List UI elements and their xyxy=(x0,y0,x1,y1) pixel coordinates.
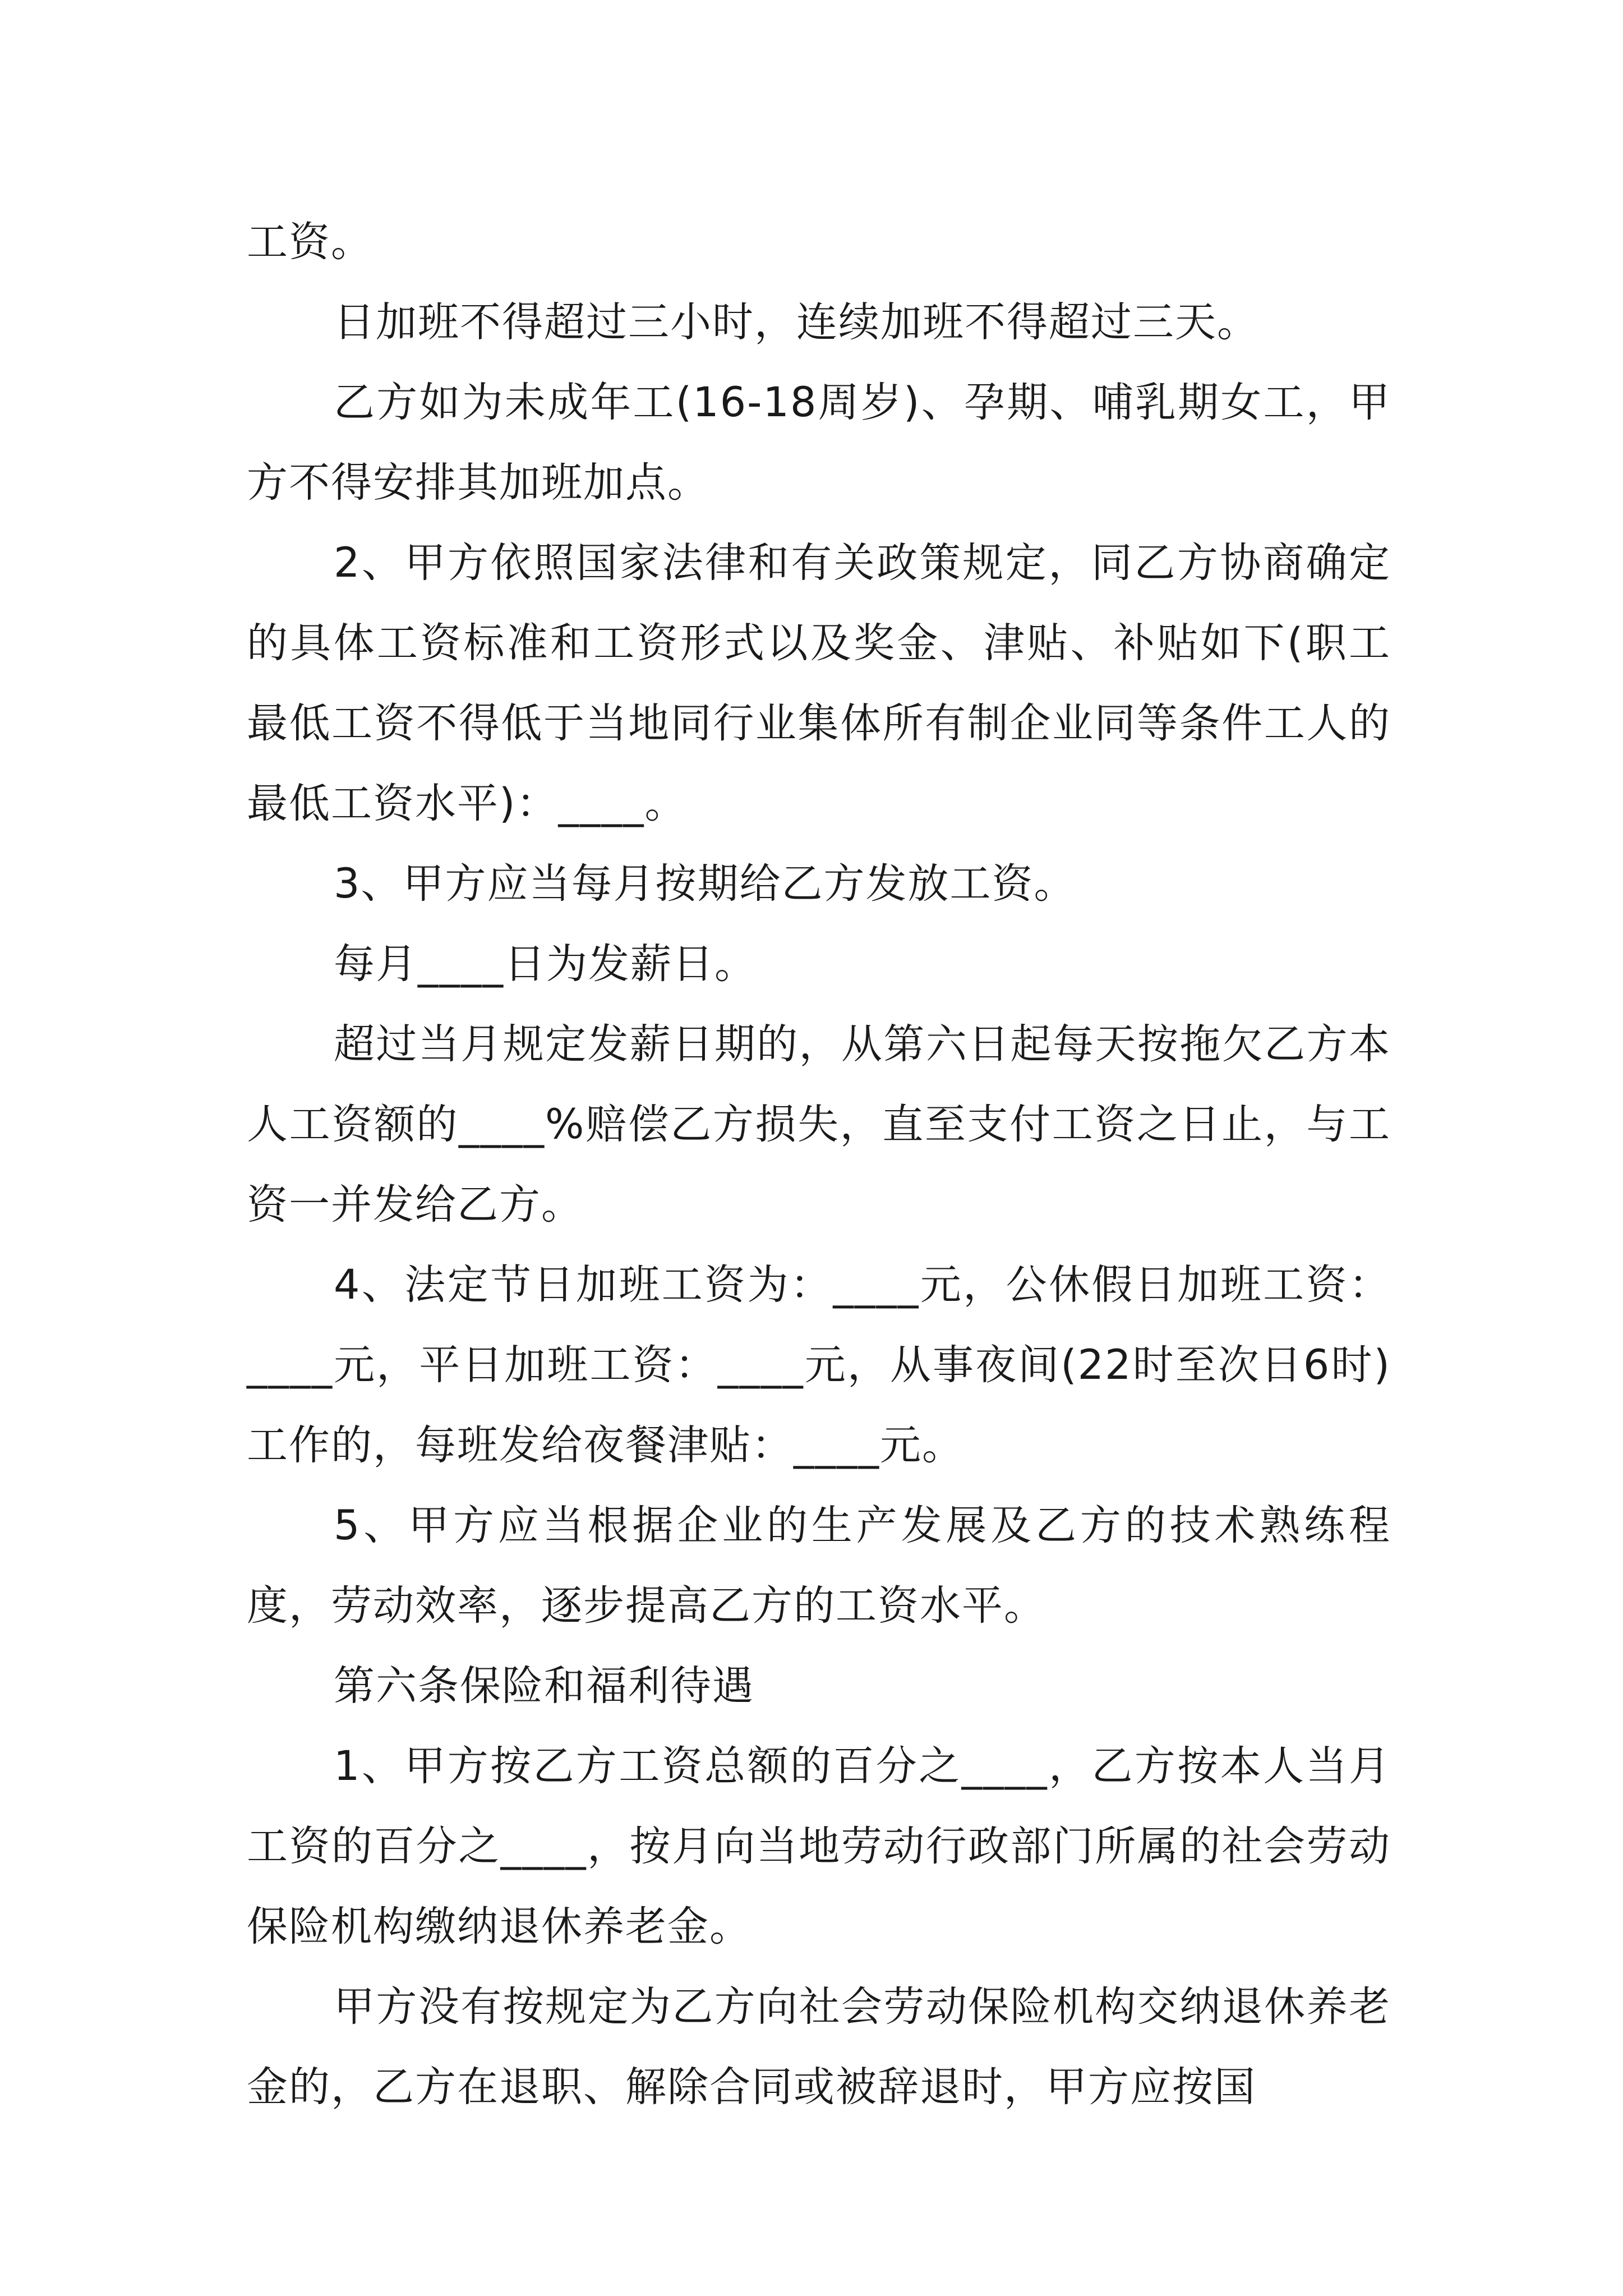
paragraph-1: 工资。 xyxy=(247,218,373,266)
paragraph-12: 甲方没有按规定为乙方向社会劳动保险机构交纳退休养老金的，乙方在退职、解除合同或被辞退时，甲方应按国 xyxy=(247,1983,1391,2111)
paragraph-2: 日加班不得超过三小时，连续加班不得超过三天。 xyxy=(334,298,1259,346)
paragraph-6: 每月____日为发薪日。 xyxy=(334,940,757,988)
document-body xyxy=(247,202,1391,2127)
paragraph-9: 5、甲方应当根据企业的生产发展及乙方的技术熟练程度，劳动效率，逐步提高乙方的工资水平。 xyxy=(247,1502,1391,1630)
section-heading: 第六条保险和福利待遇 xyxy=(334,1662,754,1710)
paragraph-3: 乙方如为未成年工(16-18周岁)、孕期、哺乳期女工，甲方不得安排其加班加点。 xyxy=(247,379,1391,507)
paragraph-4: 2、甲方依照国家法律和有关政策规定，同乙方协商确定的具体工资标准和工资形式以及奖金、津贴、补贴如下(职工最低工资不得低于当地同行业集体所有制企业同等条件工人的最低工资水平)：____。 xyxy=(247,539,1391,827)
paragraph-11: 1、甲方按乙方工资总额的百分之____，乙方按本人当月工资的百分之____，按月向当地劳动行政部门所属的社会劳动保险机构缴纳退休养老金。 xyxy=(247,1742,1391,1950)
paragraph-8: 4、法定节日加班工资为：____元，公休假日加班工资：____元，平日加班工资：____元，从事夜间(22时至次日6时)工作的，每班发给夜餐津贴：____元。 xyxy=(247,1261,1391,1469)
paragraph-5: 3、甲方应当每月按期给乙方发放工资。 xyxy=(334,860,1076,908)
paragraph-7: 超过当月规定发薪日期的，从第六日起每天按拖欠乙方本人工资额的____%赔偿乙方损失，直至支付工资之日止，与工资一并发给乙方。 xyxy=(247,1020,1391,1228)
